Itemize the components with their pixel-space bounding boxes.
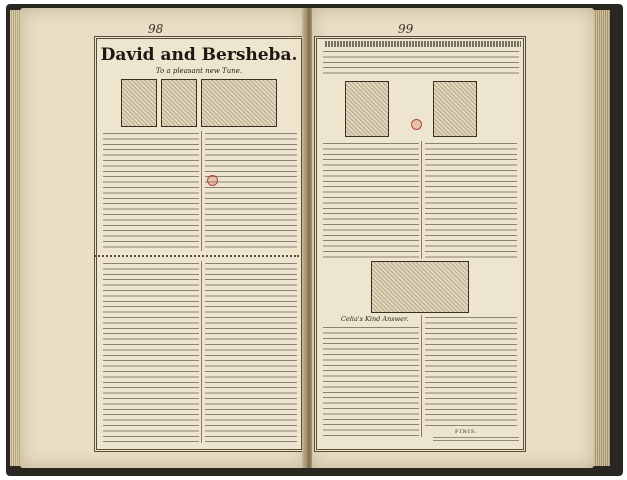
left-folio: 98 <box>148 22 164 36</box>
woodcut-cityscape <box>201 79 277 127</box>
header-rubric <box>325 41 521 47</box>
right-page <box>312 8 594 468</box>
finis-mark: FINIS. <box>455 429 478 435</box>
printer-imprint <box>433 437 519 443</box>
intro-lines <box>323 49 519 75</box>
right-folio: 99 <box>398 22 414 36</box>
column-divider-top <box>201 131 202 251</box>
ballad-tune: To a pleasant new Tune. <box>155 67 243 75</box>
right-ballad-sheet <box>314 36 526 452</box>
woodcut-figure-1 <box>121 79 157 127</box>
column-divider-upper <box>421 141 422 259</box>
woodcut-portrait-woman <box>345 81 389 137</box>
ballad-column-4a <box>323 325 419 437</box>
woodcut-couple-scene <box>371 261 469 313</box>
left-page <box>20 8 306 468</box>
column-divider-bottom <box>201 261 202 443</box>
library-stamp-right <box>411 119 422 130</box>
ballad-column-1a <box>103 131 199 251</box>
column-divider-lower <box>421 315 422 437</box>
sheet-break-rule <box>95 255 299 257</box>
ballad-column-4b <box>425 315 517 427</box>
ballad-column-2a <box>103 261 199 443</box>
answer-heading: Celia's Kind Answer. <box>341 315 409 323</box>
left-ballad-sheet <box>94 36 304 452</box>
ballad-column-3b <box>425 141 517 259</box>
ballad-title: David and Bersheba. <box>100 45 298 65</box>
right-page-edges <box>594 10 610 466</box>
ballad-column-3a <box>323 141 419 259</box>
ballad-column-2b <box>205 261 297 443</box>
library-stamp-left <box>207 175 218 186</box>
woodcut-portrait-man <box>433 81 477 137</box>
ballad-column-1b <box>205 131 297 251</box>
woodcut-figure-2 <box>161 79 197 127</box>
